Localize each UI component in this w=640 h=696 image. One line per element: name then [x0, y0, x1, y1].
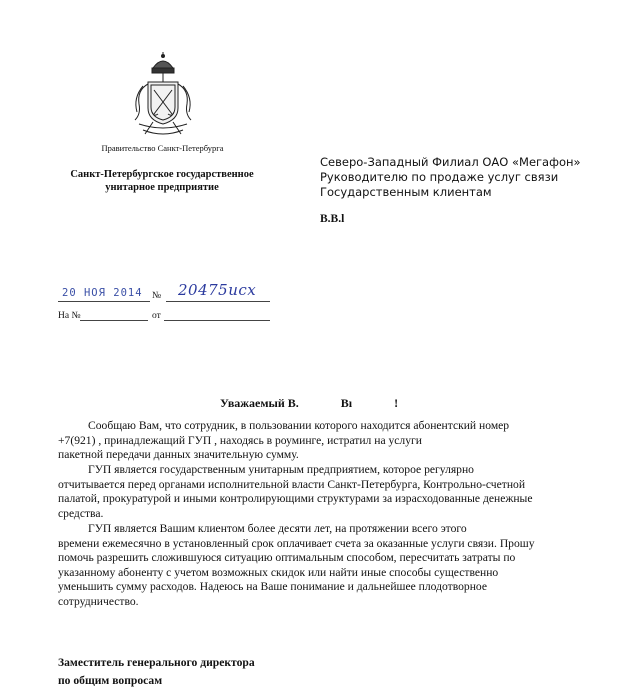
- organization-name: [54, 168, 270, 194]
- greeting: Уважаемый В. Вı !: [220, 396, 399, 410]
- ref-from-label: от: [152, 311, 161, 321]
- recipient-line-3: Государственным клиентам: [320, 185, 492, 199]
- recipient-line-2: Руководителю по продаже услуг связи: [320, 170, 559, 184]
- paragraph-line: отчитывается перед органами исполнительной власти Санкт-Петербурга, Контрольно-счетной: [58, 477, 526, 491]
- paragraph-line: Сообщаю Вам, что сотрудник, в пользовании которого находится абонентский номер: [88, 419, 510, 432]
- paragraph-line: времени ежемесячно в установленный срок оплачивает счета за оказанные услуги связи. Прошу: [58, 536, 535, 550]
- number-line: [166, 301, 270, 302]
- paragraph-line: помочь разрешить сложившуюся ситуацию оптимальным способом, пересчитать затраты по: [58, 551, 516, 564]
- recipient-name: В.В.l: [320, 213, 345, 225]
- paragraph-line: сотрудничество.: [58, 594, 139, 608]
- date-line: [58, 301, 150, 302]
- paragraph-line: уменьшить сумму расходов. Надеюсь на Ваше понимание и дальнейшее плодотворное: [58, 580, 487, 593]
- government-name: Правительство Санкт-Петербурга: [101, 143, 224, 153]
- ref-number-label: На №: [58, 311, 81, 321]
- recipient-block: [320, 155, 581, 200]
- date-stamp: 20 НОЯ 2014: [62, 287, 143, 299]
- paragraph-line: ГУП является Вашим клиентом более десяти лет, на протяжении всего этого: [88, 522, 467, 535]
- organization-line-1: Санкт-Петербургское государственное: [70, 169, 254, 180]
- coat-of-arms-icon: [131, 52, 195, 140]
- signature-title-line-1: Заместитель генерального директора: [58, 656, 255, 669]
- paragraph-line: пакетной передачи данных значительную сумму.: [58, 448, 299, 461]
- paragraph-line: ГУП является государственным унитарным предприятием, которое регулярно: [88, 463, 474, 476]
- ref-from-line: [164, 320, 270, 321]
- signature-block: [58, 654, 255, 690]
- paragraph-1: [58, 419, 614, 463]
- handwritten-number: 20475исх: [178, 281, 257, 299]
- paragraph-line: +7(921) , принадлежащий ГУП , находясь в роуминге, истратил на услуги: [58, 433, 422, 447]
- paragraph-2: [58, 463, 614, 521]
- paragraph-line: палатой, прокуратурой и иными контролирующими структурами за израсходованные денежные: [58, 492, 533, 505]
- paragraph-3: [58, 522, 614, 609]
- number-label: №: [152, 291, 162, 301]
- paragraph-line: указанному абоненту с учетом возможных скидок или найти иные способы существенно: [58, 565, 499, 579]
- organization-line-2: унитарное предприятие: [105, 182, 219, 193]
- signature-title-line-2: по общим вопросам: [58, 674, 163, 687]
- ref-number-line: [80, 320, 148, 321]
- recipient-line-1: Северо-Западный Филиал ОАО «Мегафон»: [320, 155, 581, 169]
- paragraph-line: средства.: [58, 506, 104, 520]
